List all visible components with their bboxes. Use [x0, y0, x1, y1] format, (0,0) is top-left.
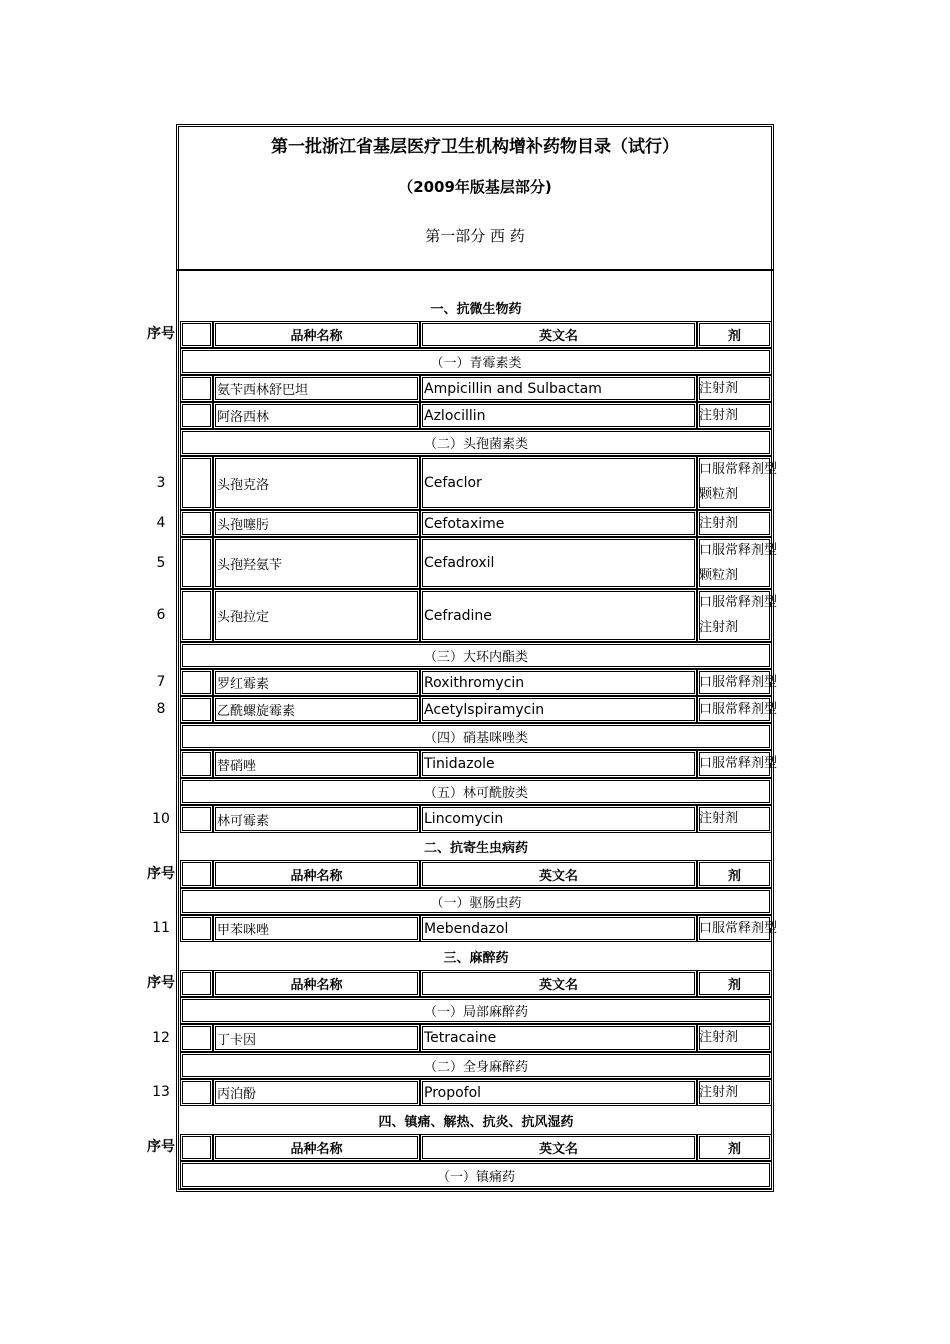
- subsection-heading: （二）头孢菌素类: [180, 429, 772, 456]
- dosage-form-primary: 注射剂: [699, 516, 739, 531]
- row-spacer-cell: [180, 510, 213, 537]
- drug-english-name: Mebendazol: [420, 915, 697, 942]
- row-spacer-cell: [180, 750, 213, 778]
- drug-english-name: Cefadroxil: [420, 537, 697, 589]
- dosage-form-primary: 注射剂: [699, 1085, 739, 1100]
- row-number: 3: [156, 475, 166, 491]
- subsection-heading: （四）硝基咪唑类: [180, 723, 772, 750]
- subsection-heading: （一）驱肠虫药: [180, 888, 772, 915]
- row-number: 13: [152, 1084, 170, 1100]
- row-spacer-cell: [180, 669, 213, 696]
- drug-english-name: Tinidazole: [420, 750, 697, 778]
- drug-english-name: Lincomycin: [420, 805, 697, 833]
- drug-name: 替硝唑: [213, 750, 420, 778]
- dosage-form-primary: 注射剂: [699, 381, 739, 396]
- dosage-form-primary: 口服常释剂型: [699, 675, 778, 690]
- dosage-form-primary: 口服常释剂型: [699, 921, 778, 936]
- header-spacer-cell: [180, 970, 213, 997]
- page-subtitle: （2009年版基层部分): [398, 178, 552, 196]
- dosage-form-primary: 口服常释剂型: [699, 543, 778, 558]
- column-header-english: 英文名: [420, 860, 697, 888]
- dosage-form-primary: 口服常释剂型: [699, 595, 778, 610]
- row-number: 5: [156, 555, 166, 571]
- drug-english-name: Roxithromycin: [420, 669, 697, 696]
- row-spacer-cell: [180, 1024, 213, 1052]
- drug-english-name: Azlocillin: [420, 402, 697, 429]
- column-header-english: 英文名: [420, 1134, 697, 1161]
- drug-english-name: Acetylspiramycin: [420, 696, 697, 723]
- row-spacer-cell: [180, 1079, 213, 1106]
- row-number: 11: [152, 920, 170, 936]
- row-spacer-cell: [180, 696, 213, 723]
- column-header-seq: 序号: [147, 326, 175, 342]
- drug-name: 头孢羟氨苄: [213, 537, 420, 589]
- drug-english-name: Propofol: [420, 1079, 697, 1106]
- drug-name: 头孢克洛: [213, 456, 420, 510]
- document-header: [176, 124, 774, 271]
- column-header-seq: 序号: [147, 866, 175, 882]
- subsection-heading: （二）全身麻醉药: [180, 1052, 772, 1079]
- column-header-form: 剂: [697, 860, 772, 888]
- column-header-form: 剂: [697, 321, 772, 348]
- part-heading: 第一部分 西 药: [425, 227, 525, 245]
- row-spacer-cell: [180, 402, 213, 429]
- drug-english-name: Cefradine: [420, 589, 697, 642]
- drug-name: 乙酰螺旋霉素: [213, 696, 420, 723]
- row-spacer-cell: [180, 915, 213, 942]
- drug-name: 罗红霉素: [213, 669, 420, 696]
- drug-name: 阿洛西林: [213, 402, 420, 429]
- column-header-form: 剂: [697, 1134, 772, 1161]
- drug-name: 林可霉素: [213, 805, 420, 833]
- dosage-form-secondary: 颗粒剂: [699, 568, 739, 583]
- dosage-form-primary: 口服常释剂型: [699, 462, 778, 477]
- row-number: 12: [152, 1030, 170, 1046]
- row-spacer-cell: [180, 537, 213, 589]
- row-number: 6: [156, 607, 166, 623]
- dosage-form-primary: 注射剂: [699, 1030, 739, 1045]
- column-header-english: 英文名: [420, 321, 697, 348]
- dosage-form-primary: 注射剂: [699, 408, 739, 423]
- column-header-seq: 序号: [147, 1139, 175, 1155]
- subsection-heading: （三）大环内酯类: [180, 642, 772, 669]
- row-spacer-cell: [180, 375, 213, 402]
- drug-english-name: Cefotaxime: [420, 510, 697, 537]
- subsection-heading: （一）镇痛药: [180, 1161, 772, 1189]
- drug-name: 氨苄西林舒巴坦: [213, 375, 420, 402]
- row-number: [141, 375, 181, 402]
- row-number: 7: [156, 674, 166, 690]
- subsection-heading: （一）局部麻醉药: [180, 997, 772, 1024]
- column-header-name: 品种名称: [213, 970, 420, 997]
- section-heading: 三、麻醉药: [443, 950, 509, 966]
- page-title: 第一批浙江省基层医疗卫生机构增补药物目录（试行）: [271, 137, 679, 157]
- row-number: 8: [156, 701, 166, 717]
- dosage-form-primary: 口服常释剂型: [699, 756, 778, 771]
- section-heading: 二、抗寄生虫病药: [423, 841, 528, 856]
- row-number: 10: [152, 811, 170, 827]
- column-header-seq: 序号: [147, 975, 175, 991]
- row-spacer-cell: [180, 805, 213, 833]
- row-number: 4: [156, 515, 166, 531]
- section-heading: 一、抗微生物药: [430, 301, 522, 317]
- column-header-form: 剂: [697, 970, 772, 997]
- drug-name: 丁卡因: [213, 1024, 420, 1052]
- subsection-heading: （五）林可酰胺类: [180, 778, 772, 805]
- row-number: [141, 402, 181, 429]
- row-spacer-cell: [180, 456, 213, 510]
- column-header-name: 品种名称: [213, 860, 420, 888]
- column-header-name: 品种名称: [213, 1134, 420, 1161]
- drug-english-name: Ampicillin and Sulbactam: [420, 375, 697, 402]
- header-spacer-cell: [180, 321, 213, 348]
- section-heading: 四、镇痛、解热、抗炎、抗风湿药: [378, 1114, 574, 1130]
- row-number: [141, 750, 181, 778]
- header-spacer-cell: [180, 1134, 213, 1161]
- row-spacer-cell: [180, 589, 213, 642]
- column-header-name: 品种名称: [213, 321, 420, 348]
- dosage-form-primary: 口服常释剂型: [699, 702, 778, 717]
- drug-name: 头孢噻肟: [213, 510, 420, 537]
- dosage-form-secondary: 注射剂: [699, 620, 739, 635]
- dosage-form-secondary: 颗粒剂: [699, 487, 739, 502]
- drug-english-name: Tetracaine: [420, 1024, 697, 1052]
- drug-name: 甲苯咪唑: [213, 915, 420, 942]
- drug-english-name: Cefaclor: [420, 456, 697, 510]
- drug-name: 头孢拉定: [213, 589, 420, 642]
- drug-name: 丙泊酚: [213, 1079, 420, 1106]
- column-header-english: 英文名: [420, 970, 697, 997]
- header-spacer-cell: [180, 860, 213, 888]
- dosage-form-primary: 注射剂: [699, 811, 739, 826]
- subsection-heading: （一）青霉素类: [180, 348, 772, 375]
